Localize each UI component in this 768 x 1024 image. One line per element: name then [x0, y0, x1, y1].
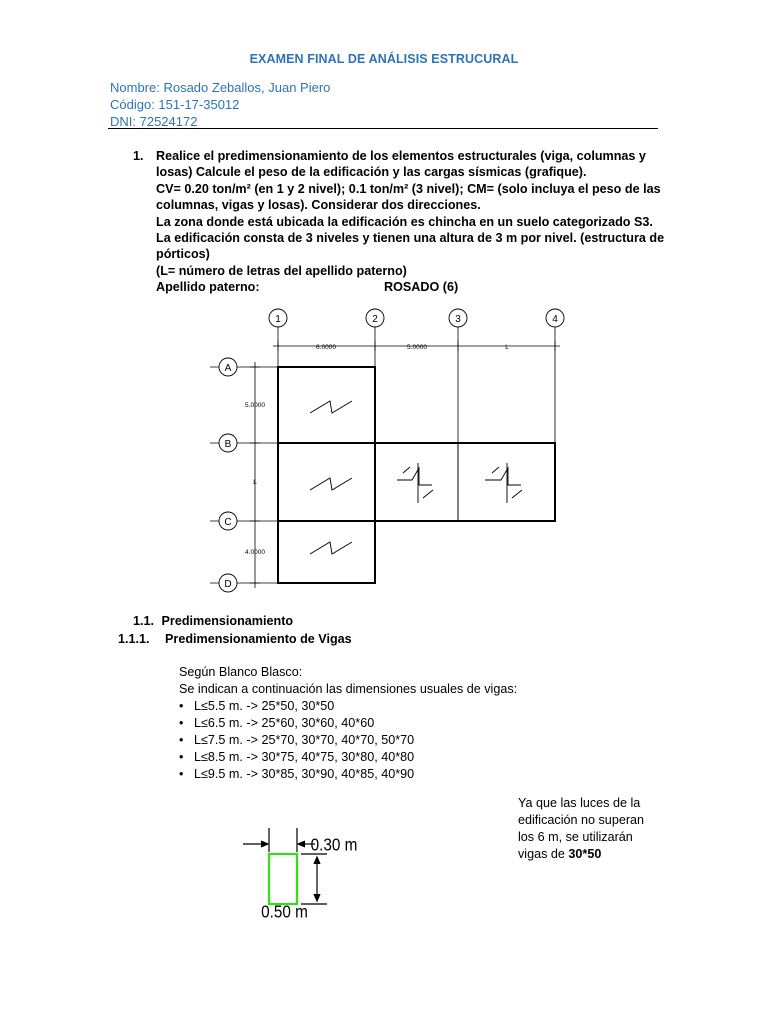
note-text: Ya que las luces de la edificación no superan los 6 m, se utilizarán vigas de — [518, 796, 645, 861]
beam-dimensions-list — [179, 698, 517, 783]
section-number: 1.1.1. — [118, 632, 150, 646]
dimension-label: L — [253, 479, 257, 486]
list-item: • L≤7.5 m. -> 25*70, 30*70, 40*70, 50*70 — [179, 732, 517, 749]
list-item: • L≤9.5 m. -> 30*85, 30*90, 40*85, 40*90 — [179, 766, 517, 783]
question-line: CV= 0.20 ton/m² (en 1 y 2 nivel); 0.1 ton/m² (3 nivel); CM= (solo incluya el peso de las columnas, vigas y losas). Considerar dos direcciones. — [156, 181, 661, 213]
body-text — [179, 664, 517, 783]
section-number: 1.1. — [133, 614, 155, 628]
list-item: • L≤5.5 m. -> 25*50, 30*50 — [179, 698, 517, 715]
section-title: Predimensionamiento — [161, 614, 294, 628]
beam-section-rectangle — [269, 854, 297, 904]
axis-label: 2 — [372, 314, 378, 325]
surname-label: Apellido paterno: — [156, 280, 260, 295]
beam-height-label: 0.50 m — [261, 901, 308, 922]
dimension-label: 5.0000 — [407, 344, 427, 351]
section-1-1-1 — [118, 632, 352, 646]
axis-label: C — [224, 517, 232, 528]
student-code: Código: 151-17-35012 — [110, 97, 240, 112]
beam-section-diagram — [235, 820, 375, 930]
surname-row — [156, 279, 666, 296]
section-title: Predimensionamiento de Vigas — [165, 632, 352, 646]
beam-width-label: 0.30 m — [310, 834, 358, 855]
question-line: Realice el predimensionamiento de los elementos estructurales (viga, columnas y losas) Calcule el peso de la edificación y las cargas sísmicas (grafique). — [156, 149, 646, 180]
axis-label: D — [224, 579, 232, 590]
axis-label: 4 — [552, 314, 558, 325]
header-divider — [108, 128, 658, 129]
section-1-1 — [133, 614, 293, 628]
question-number: 1. — [133, 149, 144, 163]
axis-label: 3 — [455, 314, 461, 325]
axis-label: A — [224, 363, 232, 374]
paragraph: Según Blanco Blasco: — [179, 665, 303, 679]
floor-plan-diagram — [205, 305, 575, 600]
note-emphasis: 30*50 — [568, 847, 602, 861]
dimension-label: 5.0000 — [245, 402, 265, 409]
student-name: Nombre: Rosado Zeballos, Juan Piero — [110, 80, 331, 95]
question-line: La edificación consta de 3 niveles y tienen una altura de 3 m por nivel. (estructura de pórticos) — [156, 231, 665, 262]
surname-value: ROSADO (6) — [384, 280, 459, 295]
beam-selection-note — [518, 795, 653, 863]
question-line: (L= número de letras del apellido paterno) — [156, 263, 407, 278]
paragraph: Se indican a continuación las dimensiones usuales de vigas: — [179, 682, 518, 696]
student-dni: DNI: 72524172 — [110, 114, 198, 129]
question-line: La zona donde está ubicada la edificación es chincha en un suelo categorizado S3. — [156, 214, 653, 229]
dimension-label: L — [505, 344, 509, 351]
axis-label: B — [224, 439, 232, 450]
axis-label: 1 — [275, 314, 281, 325]
list-item: • L≤8.5 m. -> 30*75, 40*75, 30*80, 40*80 — [179, 749, 517, 766]
dimension-label: 6.0000 — [316, 344, 336, 351]
question-text — [156, 148, 666, 296]
document-title: EXAMEN FINAL DE ANÁLISIS ESTRUCURAL — [249, 52, 519, 66]
dimension-label: 4.0000 — [245, 549, 265, 556]
list-item: • L≤6.5 m. -> 25*60, 30*60, 40*60 — [179, 715, 517, 732]
